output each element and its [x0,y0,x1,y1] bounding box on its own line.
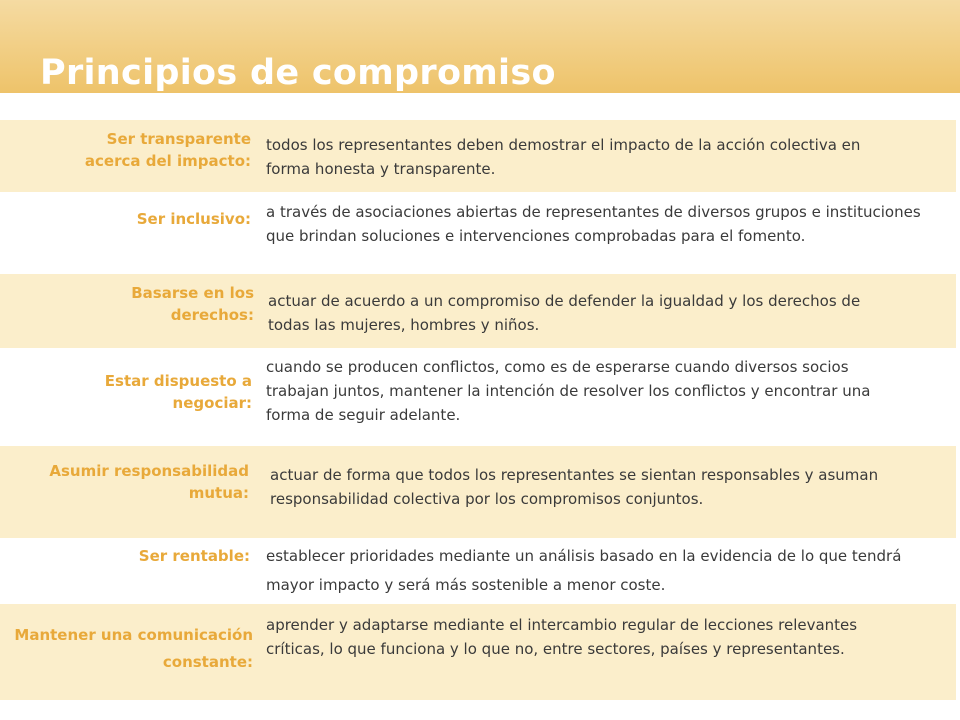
principle-label: Ser transparente acerca del impacto: [84,130,251,170]
principle-description: establecer prioridades mediante un análisis basado en la evidencia de lo que tendrá mayor impacto y será más sostenible a menor coste. [266,547,902,594]
principle-description: actuar de forma que todos los representantes se sientan responsables y asuman responsabilidad colectiva por los compromisos conjuntos. [270,466,879,508]
principle-description: actuar de acuerdo a un compromiso de defender la igualdad y los derechos de todas las mujeres, hombres y niños. [268,292,861,334]
principle-label: Ser inclusivo: [136,210,251,228]
principle-description: a través de asociaciones abiertas de representantes de diversos grupos e instituciones que brindan soluciones e intervenciones comprobadas para el fomento. [266,203,921,245]
principle-description: aprender y adaptarse mediante el intercambio regular de lecciones relevantes críticas, lo que funciona y lo que no, entre sectores, países y representantes. [266,616,858,658]
principle-description: todos los representantes deben demostrar el impacto de la acción colectiva en forma honesta y transparente. [266,136,861,178]
principle-description: cuando se producen conflictos, como es de esperarse cuando diversos socios trabajan juntos, mantener la intención de resolver los conflictos y encontrar una forma de seguir adelante. [266,358,871,424]
principle-label: Estar dispuesto a negociar: [104,372,252,412]
principle-label: Ser rentable: [138,547,250,565]
principle-label: Mantener una comunicación constante: [14,626,253,671]
principle-label: Asumir responsabilidad mutua: [49,462,249,502]
page-title: Principios de compromiso [40,53,556,93]
principle-label: Basarse en los derechos: [131,284,254,324]
